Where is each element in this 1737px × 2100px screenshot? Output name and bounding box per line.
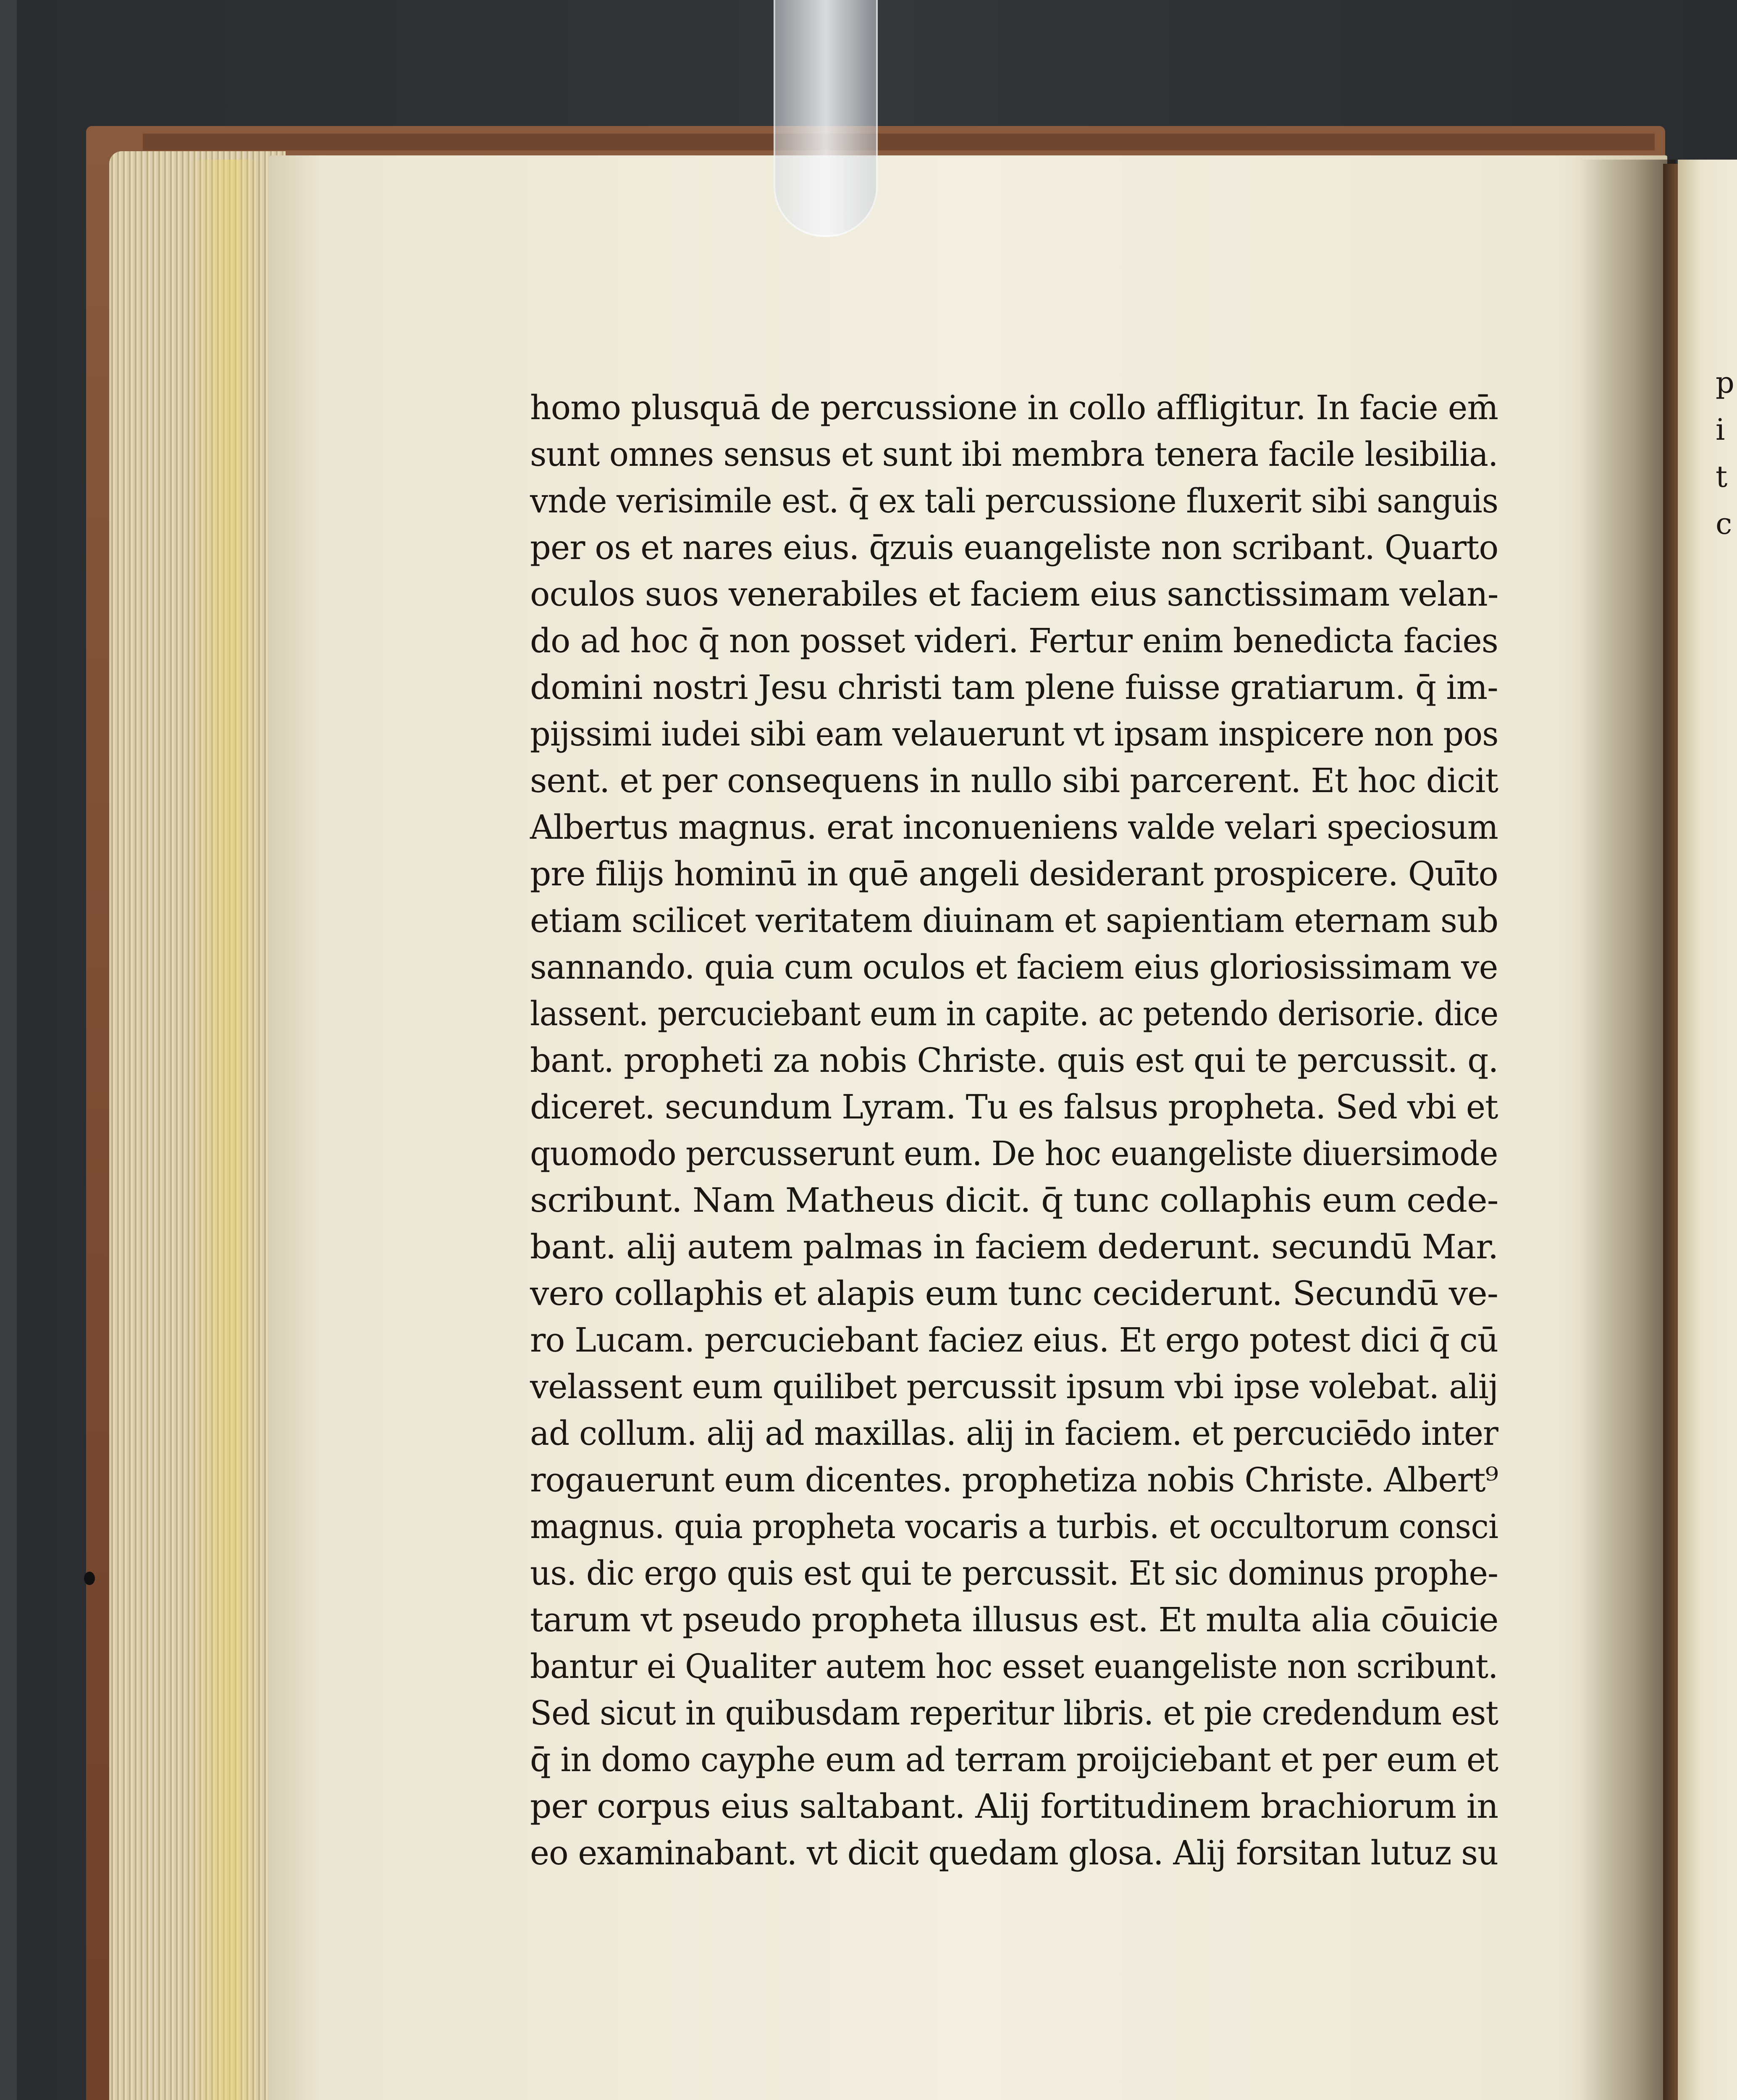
text-line: Albertus magnus. erat inconueniens valde velari speciosum [530,808,1498,847]
fore-edge-tint [189,160,260,2100]
binding-hole [84,1572,95,1585]
text-line: etiam scilicet veritatem diuinam et sapientiam eternam sub [530,901,1498,940]
gutter-shadow [1579,160,1676,2100]
text-line: scribunt. Nam Matheus dicit. q̄ tunc collaphis eum cede- [530,1181,1498,1220]
recto-text-fragment: p i t c [1716,365,1734,541]
text-line: domini nostri Jesu christi tam plene fuisse gratiarum. q̄ im- [530,668,1498,707]
text-line: sannando. quia cum oculos et faciem eius gloriosissimam ve [530,948,1498,987]
text-line: vero collaphis et alapis eum tunc ceciderunt. Secundū ve- [530,1274,1498,1313]
text-line: velassent eum quilibet percussit ipsum vbi ipse volebat. alij [530,1367,1498,1406]
text-line: bant. alij autem palmas in faciem dederunt. secundū Mar. [530,1227,1498,1266]
text-line: bantur ei Qualiter autem hoc esset euangeliste non scribunt. [530,1647,1498,1686]
text-line: tarum vt pseudo propheta illusus est. Et multa alia cōuicie [530,1600,1498,1639]
text-line: ad collum. alij ad maxillas. alij in faciem. et percuciēdo inter [530,1414,1498,1453]
text-line: q̄ in domo cayphe eum ad terram proijciebant et per eum et [530,1740,1498,1779]
text-line: do ad hoc q̄ non posset videri. Fertur enim benedicta facies [530,621,1498,660]
text-line: vnde verisimile est. q̄ ex tali percussione fluxerit sibi sanguis [530,481,1498,520]
text-line: sent. et per consequens in nullo sibi parcerent. Et hoc dicit [530,761,1498,800]
text-line: ro Lucam. percuciebant faciez eius. Et ergo potest dici q̄ cū [530,1320,1498,1360]
text-line: pijssimi iudei sibi eam velauerunt vt ipsam inspicere non pos [530,714,1498,753]
text-line: per os et nares eius. q̄zuis euangeliste non scribant. Quarto [530,528,1498,567]
board-edge [143,134,1655,150]
text-line: bant. propheti za nobis Christe. quis est qui te percussit. q. [530,1041,1498,1080]
text-line: quomodo percusserunt eum. De hoc euangeliste diuersimode [530,1134,1498,1173]
text-line: per corpus eius saltabant. Alij fortitudinem brachiorum in [530,1787,1498,1826]
text-line: oculos suos venerabiles et faciem eius sanctissimam velan- [530,575,1498,614]
top-page-clip [774,0,878,237]
printed-text-block [530,384,1498,1876]
text-line: diceret. secundum Lyram. Tu es falsus propheta. Sed vbi et [530,1087,1498,1126]
text-line: magnus. quia propheta vocaris a turbis. et occultorum consci [530,1507,1498,1546]
text-line: Sed sicut in quibusdam reperitur libris. et pie credendum est [530,1693,1498,1732]
text-line: sunt omnes sensus et sunt ibi membra tenera facile lesibilia. [530,435,1498,474]
text-line: pre filijs hominū in quē angeli desiderant prospicere. Quīto [530,854,1498,893]
scanner-edge-mark [0,0,17,2100]
text-line: us. dic ergo quis est qui te percussit. Et sic dominus prophe- [530,1554,1498,1593]
text-line: rogauerunt eum dicentes. prophetiza nobis Christe. Albert⁹ [530,1460,1498,1499]
text-line: eo examinabant. vt dicit quedam glosa. Alij forsitan lutuz su [530,1833,1498,1872]
text-line: homo plusquā de percussione in collo affligitur. In facie em̄ [530,388,1498,427]
text-line: lassent. percuciebant eum in capite. ac petendo derisorie. dice [530,994,1498,1033]
